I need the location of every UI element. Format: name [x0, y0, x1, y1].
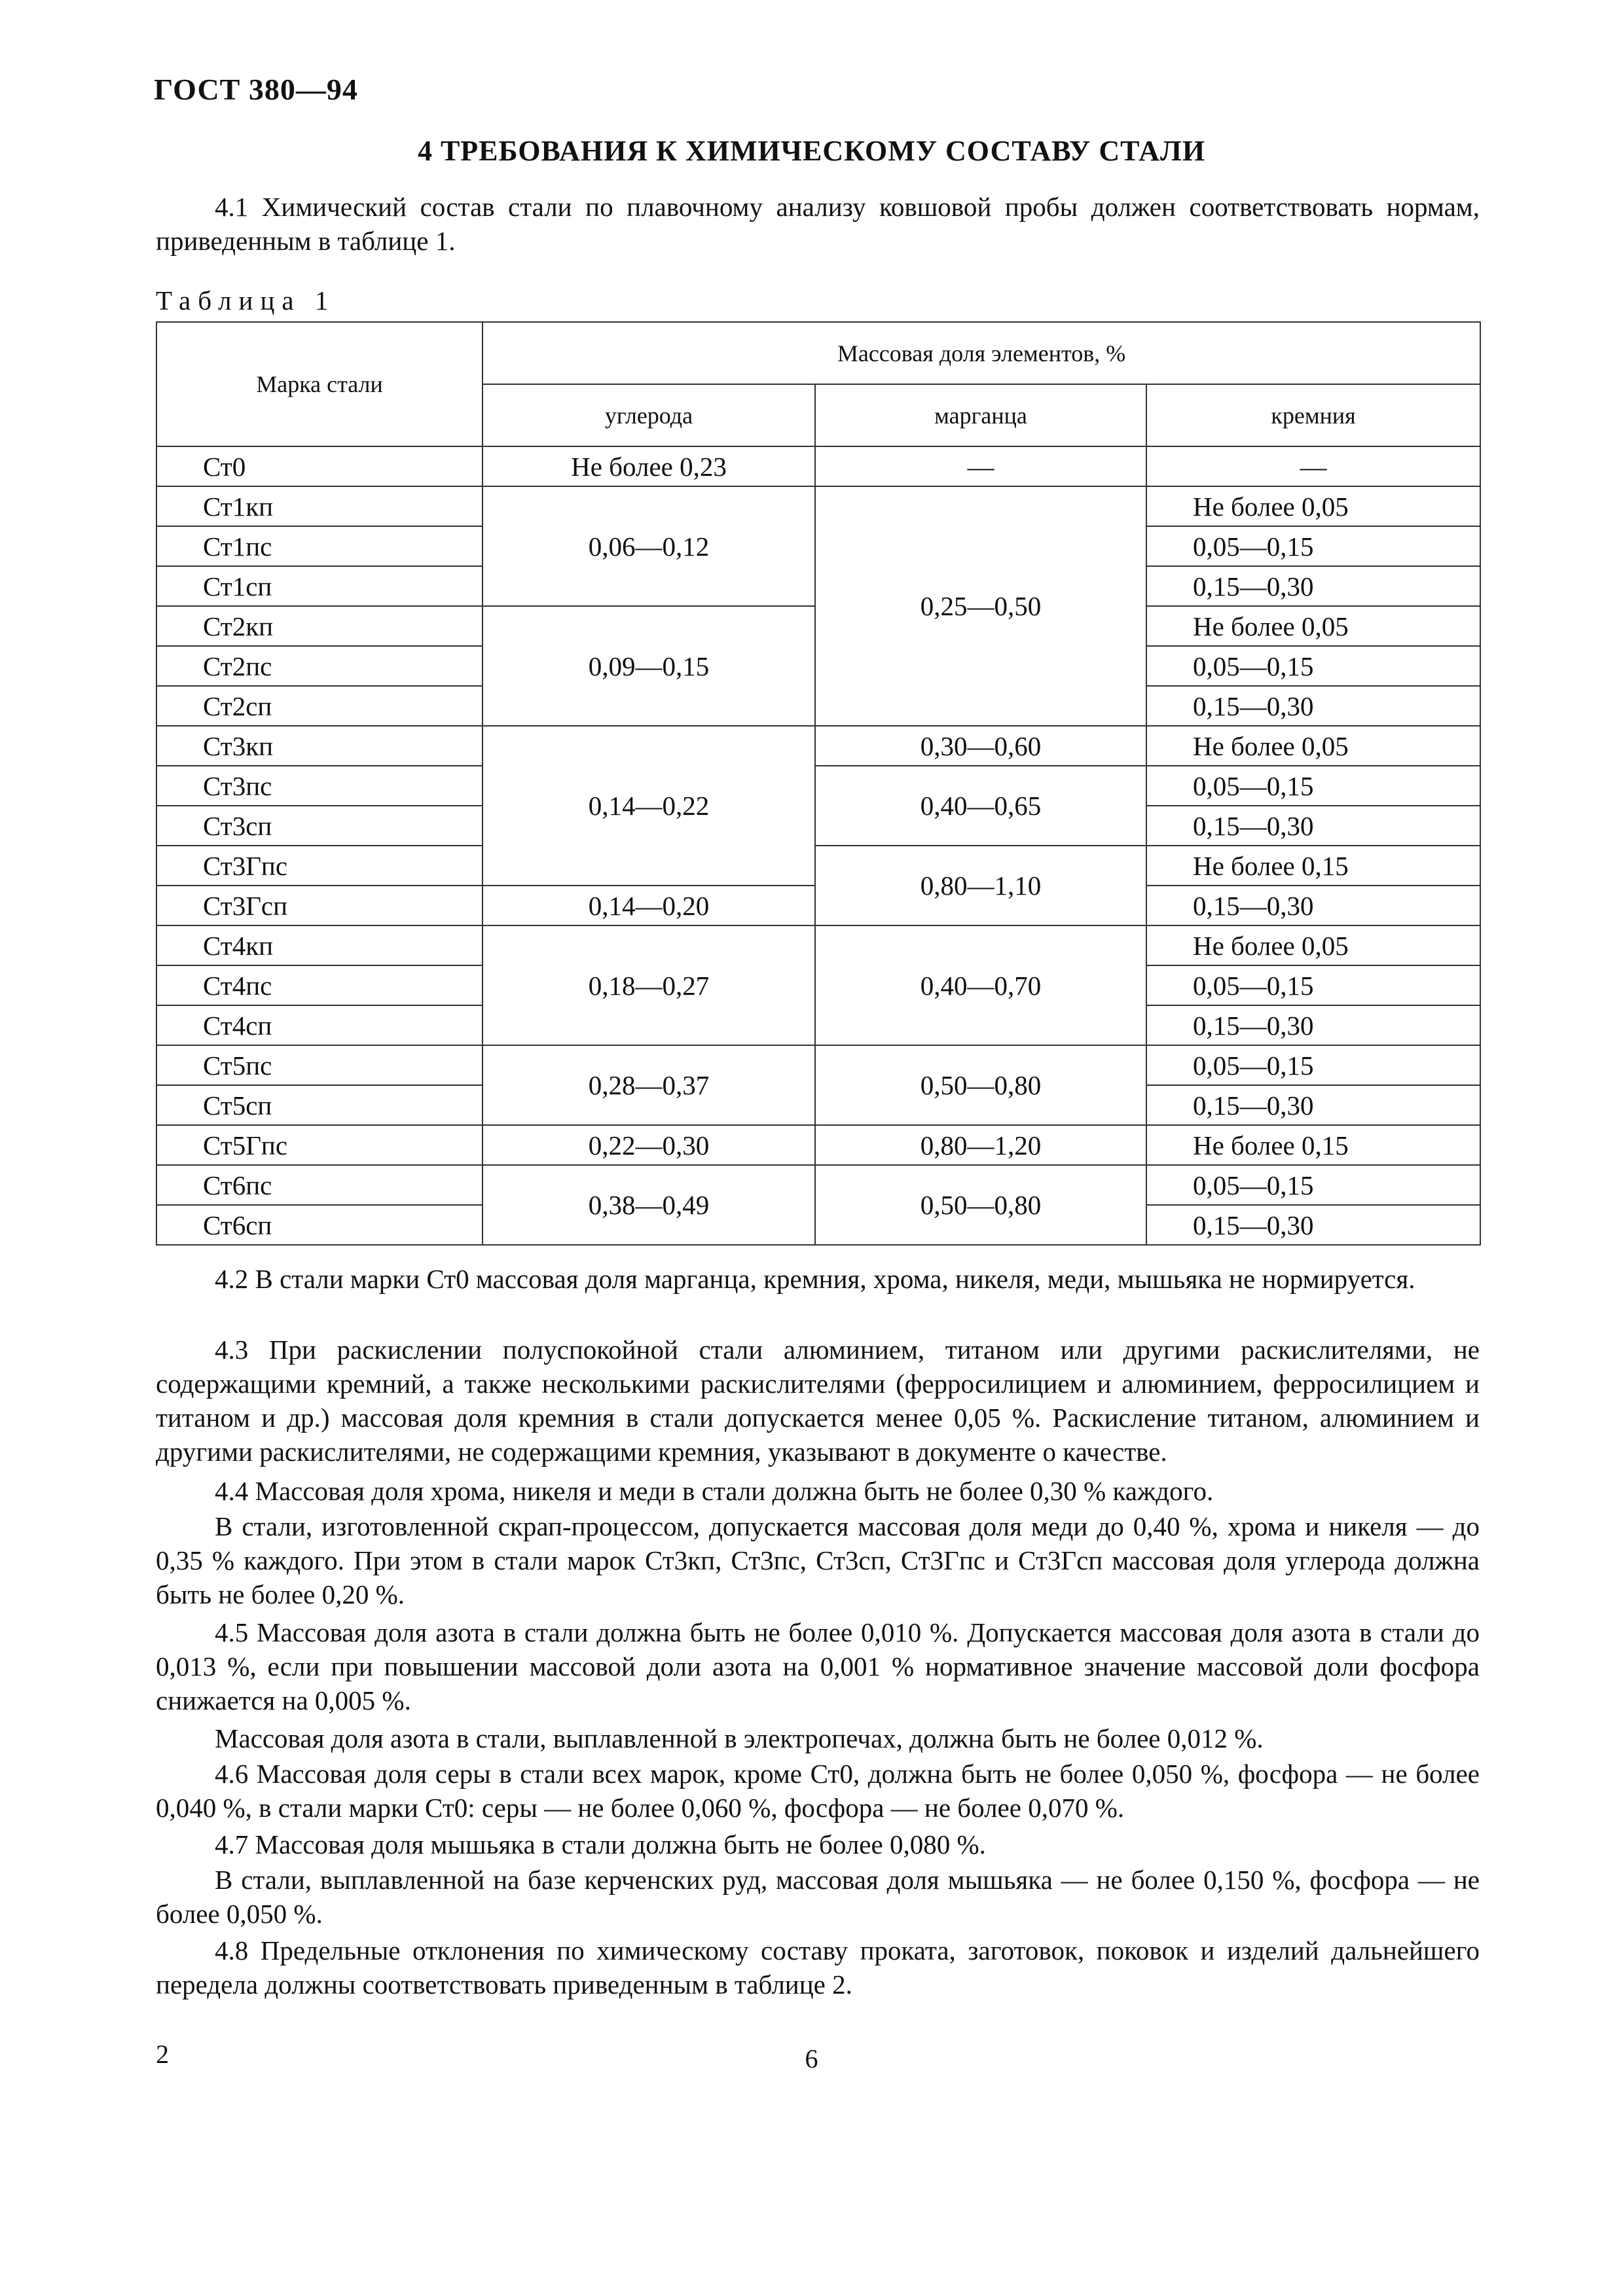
- manganese-cell: 0,25—0,50: [815, 486, 1146, 726]
- silicon-cell: 0,15—0,30: [1146, 1005, 1480, 1045]
- grade-cell: Ст2кп: [156, 606, 483, 646]
- grade-cell: Ст3пс: [156, 766, 483, 806]
- paragraph-4-7-kerch: В стали, выплавленной на базе керченских руд, массовая доля мышьяка — не более 0,150 %, фосфора — не более 0,050 %.: [156, 1865, 1480, 1929]
- paragraph-4-7: 4.7 Массовая доля мышьяка в стали должна быть не более 0,080 %.: [215, 1829, 986, 1859]
- silicon-cell: 0,15—0,30: [1146, 686, 1480, 726]
- grade-cell: Ст4кп: [156, 925, 483, 965]
- chemical-composition-table: [156, 321, 1481, 1246]
- silicon-cell: 0,15—0,30: [1146, 1205, 1480, 1245]
- carbon-cell: 0,06—0,12: [483, 486, 815, 606]
- table-row: [156, 1165, 1480, 1205]
- table-caption: Таблица 1: [156, 285, 336, 315]
- table-row: [156, 1045, 1480, 1085]
- manganese-cell: 0,40—0,70: [815, 925, 1146, 1045]
- grade-cell: Ст5сп: [156, 1085, 483, 1125]
- paragraph-4-5-electric: Массовая доля азота в стали, выплавленной в электропечах, должна быть не более 0,012 %.: [215, 1723, 1264, 1753]
- paragraph-4-5: 4.5 Массовая доля азота в стали должна быть не более 0,010 %. Допускается массовая доля азота в стали до 0,013 %, если при повышении массовой доли азота на 0,001 % нормативное значение массовой доли фосфора снижается на 0,005 %.: [156, 1617, 1480, 1715]
- carbon-cell: 0,09—0,15: [483, 606, 815, 726]
- silicon-cell: 0,05—0,15: [1146, 766, 1480, 806]
- grade-cell: Ст5Гпс: [156, 1125, 483, 1165]
- silicon-cell: 0,05—0,15: [1146, 1165, 1480, 1205]
- table-row: [156, 846, 1480, 886]
- manganese-cell: —: [815, 446, 1146, 486]
- silicon-cell: 0,15—0,30: [1146, 566, 1480, 606]
- silicon-cell: 0,05—0,15: [1146, 646, 1480, 686]
- grade-cell: Ст4пс: [156, 965, 483, 1005]
- grade-cell: Ст2пс: [156, 646, 483, 686]
- silicon-cell: 0,15—0,30: [1146, 886, 1480, 925]
- paragraph-4-2: 4.2 В стали марки Ст0 массовая доля марганца, кремния, хрома, никеля, меди, мышьяка не нормируется.: [215, 1264, 1415, 1294]
- header-mass-fraction: Массовая доля элементов, %: [483, 322, 1480, 384]
- paragraph-4-6: 4.6 Массовая доля серы в стали всех марок, кроме Ст0, должна быть не более 0,050 %, фосфора — не более 0,040 %, в стали марки Ст0: серы — не более 0,060 %, фосфора — не более 0,070 %.: [156, 1759, 1480, 1823]
- silicon-cell: 0,05—0,15: [1146, 1045, 1480, 1085]
- table-row: [156, 446, 1480, 486]
- carbon-cell: Не более 0,23: [483, 446, 815, 486]
- header-steel-grade: Марка стали: [156, 322, 483, 446]
- grade-cell: Ст3сп: [156, 806, 483, 846]
- carbon-cell: 0,28—0,37: [483, 1045, 815, 1125]
- grade-cell: Ст5пс: [156, 1045, 483, 1085]
- silicon-cell: Не более 0,05: [1146, 925, 1480, 965]
- grade-cell: Ст1сп: [156, 566, 483, 606]
- grade-cell: Ст3Гпс: [156, 846, 483, 886]
- section-title: 4 ТРЕБОВАНИЯ К ХИМИЧЕСКОМУ СОСТАВУ СТАЛИ: [417, 135, 1206, 167]
- carbon-cell: 0,22—0,30: [483, 1125, 815, 1165]
- manganese-cell: 0,50—0,80: [815, 1045, 1146, 1125]
- manganese-cell: 0,80—1,20: [815, 1125, 1146, 1165]
- page-number: 2: [156, 2039, 169, 2069]
- carbon-cell: 0,38—0,49: [483, 1165, 815, 1245]
- silicon-cell: Не более 0,15: [1146, 846, 1480, 886]
- document-code: ГОСТ 380—94: [154, 73, 358, 106]
- grade-cell: Ст6сп: [156, 1205, 483, 1245]
- grade-cell: Ст3Гсп: [156, 886, 483, 925]
- manganese-cell: 0,40—0,65: [815, 766, 1146, 846]
- silicon-cell: —: [1146, 446, 1480, 486]
- header-manganese: марганца: [815, 384, 1146, 446]
- silicon-cell: Не более 0,15: [1146, 1125, 1480, 1165]
- silicon-cell: Не более 0,05: [1146, 606, 1480, 646]
- paragraph-4-4-scrap: В стали, изготовленной скрап-процессом, допускается массовая доля меди до 0,40 %, хрома и никеля — до 0,35 % каждого. При этом в стали марок Ст3кп, Ст3пс, Ст3сп, Ст3Гпс и Ст3Гсп массовая доля углерода должна быть не более 0,20 %.: [156, 1511, 1480, 1609]
- grade-cell: Ст0: [156, 446, 483, 486]
- paragraph-4-3: 4.3 При раскислении полуспокойной стали алюминием, титаном или другими раскислителями, не содержащими кремний, а также несколькими раскислителями (ферросилицием и алюминием, ферросилицием и титаном и др.) массовая доля кремния в стали допускается менее 0,05 %. Раскисление титаном, алюминием и другими раскислителями, не содержащими кремния, указывают в документе о качестве.: [156, 1335, 1480, 1467]
- header-silicon: кремния: [1146, 384, 1480, 446]
- silicon-cell: Не более 0,05: [1146, 726, 1480, 766]
- grade-cell: Ст4сп: [156, 1005, 483, 1045]
- grade-cell: Ст1пс: [156, 526, 483, 566]
- carbon-cell: 0,18—0,27: [483, 925, 815, 1045]
- table-row: [156, 925, 1480, 965]
- grade-cell: Ст3кп: [156, 726, 483, 766]
- grade-cell: Ст2сп: [156, 686, 483, 726]
- silicon-cell: 0,15—0,30: [1146, 806, 1480, 846]
- carbon-cell: 0,14—0,22: [483, 726, 815, 886]
- carbon-cell: 0,14—0,20: [483, 886, 815, 925]
- silicon-cell: 0,15—0,30: [1146, 1085, 1480, 1125]
- silicon-cell: Не более 0,05: [1146, 486, 1480, 526]
- paragraph-4-1: 4.1 Химический состав стали по плавочному анализу ковшовой пробы должен соответствовать нормам, приведенным в таблице 1.: [156, 192, 1480, 256]
- grade-cell: Ст6пс: [156, 1165, 483, 1205]
- silicon-cell: 0,05—0,15: [1146, 526, 1480, 566]
- manganese-cell: 0,80—1,10: [815, 846, 1146, 925]
- header-carbon: углерода: [483, 384, 815, 446]
- manganese-cell: 0,50—0,80: [815, 1165, 1146, 1245]
- sheet-number: 6: [805, 2044, 818, 2073]
- silicon-cell: 0,05—0,15: [1146, 965, 1480, 1005]
- table-row: [156, 1125, 1480, 1165]
- manganese-cell: 0,30—0,60: [815, 726, 1146, 766]
- table-row: [156, 486, 1480, 526]
- table-row: [156, 766, 1480, 806]
- grade-cell: Ст1кп: [156, 486, 483, 526]
- paragraph-4-4: 4.4 Массовая доля хрома, никеля и меди в стали должна быть не более 0,30 % каждого.: [215, 1476, 1214, 1506]
- paragraph-4-8: 4.8 Предельные отклонения по химическому составу проката, заготовок, поковок и изделий дальнейшего передела должны соответствовать приведенным в таблице 2.: [156, 1935, 1480, 2000]
- table-row: [156, 726, 1480, 766]
